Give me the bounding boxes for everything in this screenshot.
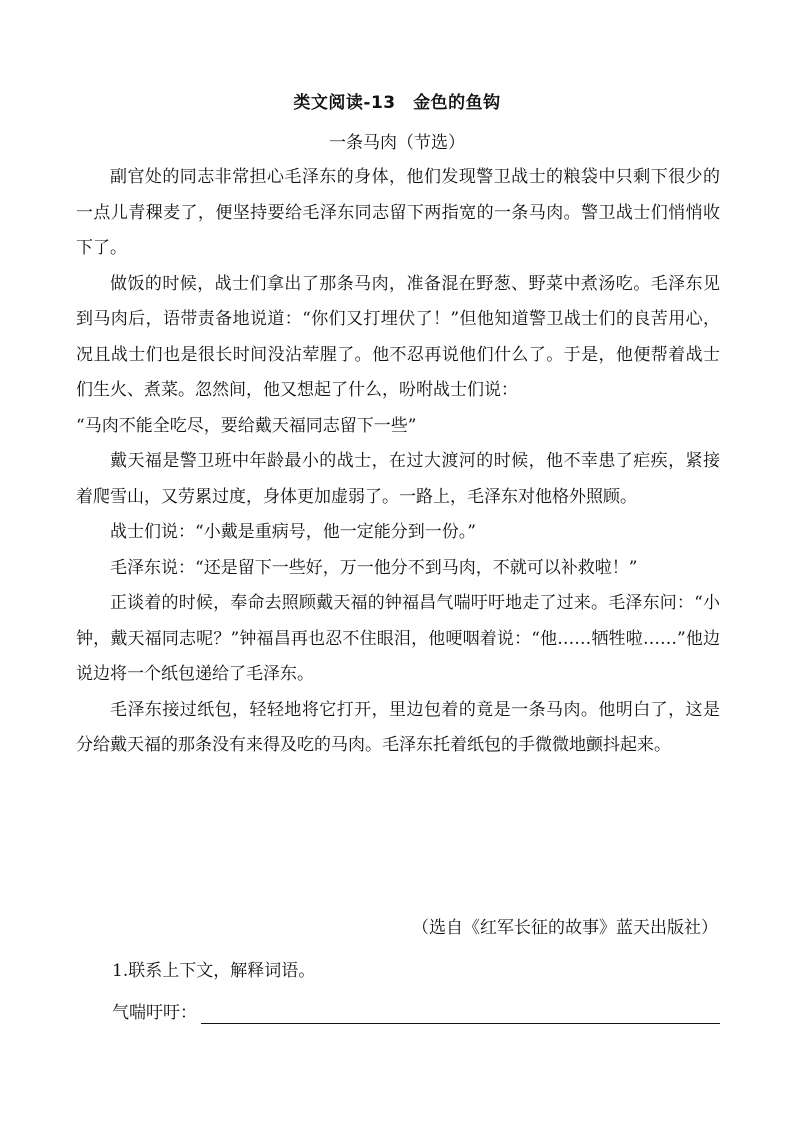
answer-row: [112, 998, 720, 1028]
paragraph: 戴天福是警卫班中年龄最小的战士，在过大渡河的时候，他不幸患了疟疾，紧接着爬雪山，又劳累过度，身体更加虚弱了。一路上，毛泽东对他格外照顾。: [76, 451, 720, 507]
paragraph: 毛泽东说：“还是留下一些好，万一他分不到马肉，不就可以补救啦！”: [110, 557, 638, 578]
page-title: 类文阅读-13 金色的鱼钩: [293, 93, 501, 113]
paragraph: 做饭的时候，战士们拿出了那条马肉，准备混在野葱、野菜中煮汤吃。毛泽东见到马肉后，语带责备地说道：“你们又打埋伏了！”但他知道警卫战士们的良苦用心，况且战士们也是很长时间没沾荤腥了。他不忍再说他们什么了。于是，他便帮着战士们生火、煮菜。忽然间，他又想起了什么，吩咐战士们说：: [76, 273, 720, 400]
paragraph: 毛泽东接过纸包，轻轻地将它打开，里边包着的竟是一条马肉。他明白了，这是分给戴天福的那条没有来得及吃的马肉。毛泽东托着纸包的手微微地颤抖起来。: [76, 699, 720, 755]
paragraph: 正谈着的时候，奉命去照顾戴天福的钟福昌气喘吁吁地走了过来。毛泽东问：“小钟，戴天福同志呢？”钟福昌再也忍不住眼泪，他哽咽着说：“他……牺牲啦……”他边说边将一个纸包递给了毛泽东。: [76, 593, 720, 684]
answer-label: 气喘吁吁：: [112, 1003, 197, 1023]
paragraph: 副官处的同志非常担心毛泽东的身体，他们发现警卫战士的粮袋中只剩下很少的一点儿青稞麦了，便坚持要给毛泽东同志留下两指宽的一条马肉。警卫战士们悄悄收下了。: [76, 167, 720, 258]
paragraph-quote: “马肉不能全吃尽，要给戴天福同志留下一些”: [76, 415, 417, 436]
question-1: 1.联系上下文，解释词语。: [112, 961, 316, 981]
answer-blank-line[interactable]: [201, 1001, 720, 1024]
paragraph: 战士们说：“小戴是重病号，他一定能分到一份。”: [110, 522, 476, 542]
source-citation: （选自《红军长征的故事》蓝天出版社）: [412, 918, 718, 938]
passage-subtitle: 一条马肉（节选）: [329, 133, 465, 153]
passage-body: [76, 160, 720, 764]
